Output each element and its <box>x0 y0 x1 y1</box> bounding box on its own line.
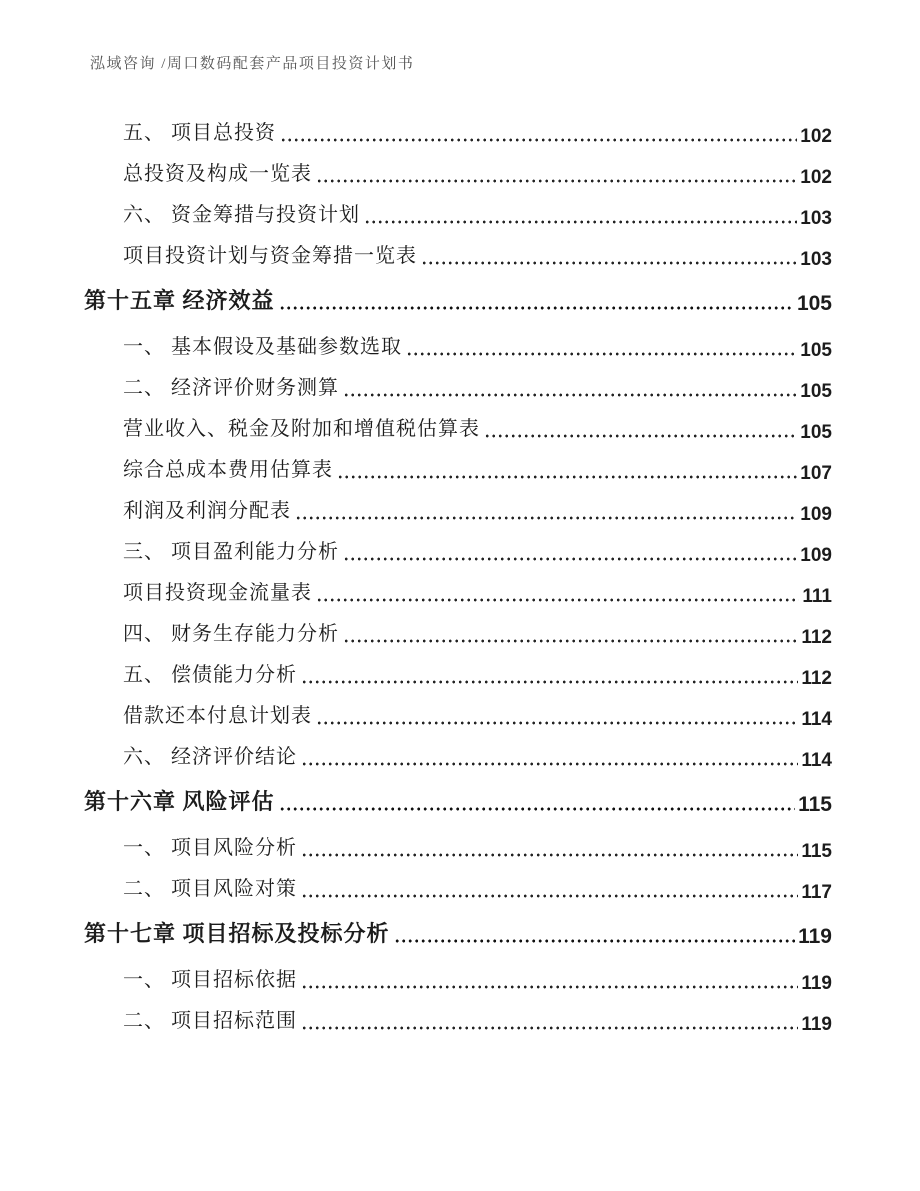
toc-entry-label: 借款还本付息计划表 <box>123 705 312 727</box>
dot-leader <box>485 433 797 439</box>
toc-entry[interactable] <box>123 967 832 994</box>
dot-leader <box>317 720 798 726</box>
dot-leader <box>365 219 797 225</box>
toc-entry-label: 六、 资金筹措与投资计划 <box>123 204 360 226</box>
toc-entry-label: 第十七章 项目招标及投标分析 <box>84 921 390 946</box>
dot-leader <box>302 761 798 767</box>
toc-entry-label: 利润及利润分配表 <box>123 500 291 522</box>
dot-leader <box>317 178 797 184</box>
toc-entry-label: 四、 财务生存能力分析 <box>123 623 339 645</box>
toc-entry-page: 107 <box>800 463 832 484</box>
toc-entry-page: 119 <box>798 925 832 948</box>
toc-entry[interactable] <box>123 580 832 607</box>
toc-entry-label: 二、 项目风险对策 <box>123 878 297 900</box>
toc-entry[interactable] <box>123 498 832 525</box>
toc-entry-page: 112 <box>801 668 832 689</box>
toc-entry[interactable] <box>123 161 832 188</box>
dot-leader <box>280 806 796 812</box>
page-header-title: 泓域咨询 /周口数码配套产品项目投资计划书 <box>90 56 415 72</box>
dot-leader <box>344 556 797 562</box>
toc-entry-page: 109 <box>800 545 832 566</box>
toc-entry-label: 三、 项目盈利能力分析 <box>123 541 339 563</box>
toc-entry-page: 112 <box>801 627 832 648</box>
toc-entry-page: 114 <box>801 750 832 771</box>
toc-entry[interactable] <box>123 744 832 771</box>
toc-entry-page: 111 <box>802 586 832 607</box>
dot-leader <box>302 1025 798 1031</box>
dot-leader <box>302 984 798 990</box>
dot-leader <box>338 474 797 480</box>
toc-entry-label: 第十六章 风险评估 <box>84 789 275 814</box>
toc-entry-page: 115 <box>801 841 832 862</box>
toc-entry-page: 102 <box>800 167 832 188</box>
toc-entry-label: 五、 项目总投资 <box>123 122 276 144</box>
dot-leader <box>344 638 798 644</box>
toc-entry-label: 项目投资现金流量表 <box>123 582 312 604</box>
toc-entry-page: 105 <box>800 422 832 443</box>
dot-leader <box>302 893 798 899</box>
toc-entry-page: 114 <box>801 709 832 730</box>
dot-leader <box>317 597 799 603</box>
toc-entry[interactable] <box>123 202 832 229</box>
toc-entry[interactable] <box>123 375 832 402</box>
toc-entry-label: 第十五章 经济效益 <box>84 288 275 313</box>
dot-leader <box>422 260 797 266</box>
dot-leader <box>302 679 798 685</box>
dot-leader <box>344 392 797 398</box>
toc-entry-label: 一、 项目风险分析 <box>123 837 297 859</box>
toc-chapter-entry[interactable] <box>84 918 832 950</box>
toc-entry[interactable] <box>123 876 832 903</box>
dot-leader <box>407 351 797 357</box>
toc-entry-label: 六、 经济评价结论 <box>123 746 297 768</box>
toc-entry-label: 总投资及构成一览表 <box>123 163 312 185</box>
toc-entry[interactable] <box>123 416 832 443</box>
toc-entry[interactable] <box>123 334 832 361</box>
toc-entry-label: 五、 偿债能力分析 <box>123 664 297 686</box>
toc-entry[interactable] <box>123 243 832 270</box>
toc-entry-label: 一、 项目招标依据 <box>123 969 297 991</box>
toc-entry-label: 综合总成本费用估算表 <box>123 459 333 481</box>
toc-entry-page: 105 <box>800 381 832 402</box>
toc-entry-page: 105 <box>796 292 832 315</box>
dot-leader <box>302 852 798 858</box>
toc-entry-page: 102 <box>800 126 832 147</box>
toc-entry[interactable] <box>123 120 832 147</box>
dot-leader <box>281 137 797 143</box>
dot-leader <box>280 305 794 311</box>
toc-chapter-entry[interactable] <box>84 285 832 317</box>
toc-entry[interactable] <box>123 539 832 566</box>
toc-entry-page: 117 <box>801 882 832 903</box>
toc-entry[interactable] <box>123 662 832 689</box>
toc-entry-page: 119 <box>801 973 832 994</box>
toc-entry[interactable] <box>123 1008 832 1035</box>
table-of-contents <box>84 120 832 1049</box>
toc-entry[interactable] <box>123 457 832 484</box>
toc-entry-label: 二、 项目招标范围 <box>123 1010 297 1032</box>
toc-entry-label: 项目投资计划与资金筹措一览表 <box>123 245 417 267</box>
toc-entry-label: 二、 经济评价财务测算 <box>123 377 339 399</box>
toc-entry[interactable] <box>123 621 832 648</box>
toc-entry-label: 一、 基本假设及基础参数选取 <box>123 336 402 358</box>
toc-entry-page: 109 <box>800 504 832 525</box>
toc-entry-page: 105 <box>800 340 832 361</box>
toc-entry-page: 103 <box>800 208 832 229</box>
toc-entry-label: 营业收入、税金及附加和增值税估算表 <box>123 418 480 440</box>
toc-entry-page: 103 <box>800 249 832 270</box>
dot-leader <box>395 938 796 944</box>
toc-entry[interactable] <box>123 703 832 730</box>
toc-chapter-entry[interactable] <box>84 786 832 818</box>
toc-entry[interactable] <box>123 835 832 862</box>
toc-entry-page: 115 <box>798 793 832 816</box>
dot-leader <box>296 515 797 521</box>
toc-entry-page: 119 <box>801 1014 832 1035</box>
